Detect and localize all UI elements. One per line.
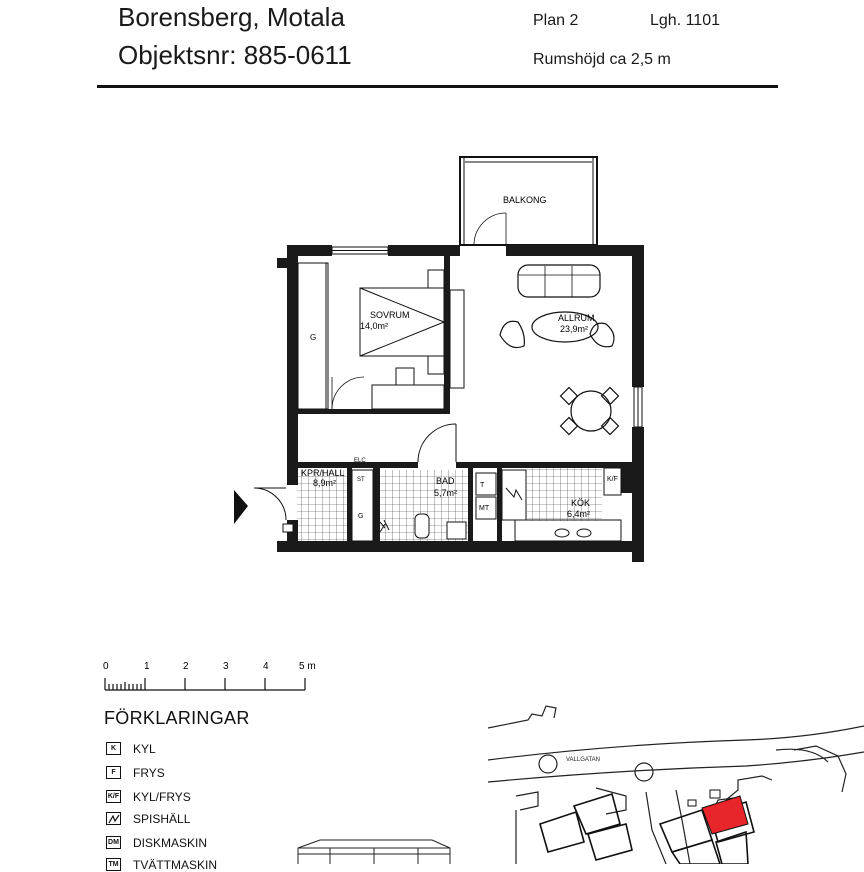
balcony-label: BALKONG bbox=[503, 195, 547, 205]
washer-mark: MT bbox=[479, 505, 490, 512]
kitchen-floor-tiles bbox=[527, 468, 602, 521]
fridge-freezer-mark: K/F bbox=[607, 476, 618, 483]
hob-symbol bbox=[106, 812, 121, 825]
address-title: Borensberg, Motala bbox=[118, 2, 345, 32]
legend-label: FRYS bbox=[133, 766, 165, 780]
electric-cabinet-mark: ELC bbox=[354, 458, 366, 464]
bedroom-label: SOVRUM bbox=[370, 310, 410, 320]
bath-label: BAD bbox=[436, 476, 455, 486]
kitchen-area: 6,4m² bbox=[567, 509, 591, 519]
windows bbox=[332, 247, 642, 427]
freezer-symbol: F bbox=[106, 766, 121, 779]
fridge-symbol: K bbox=[106, 742, 121, 755]
scale-bar bbox=[95, 656, 335, 696]
ceiling-height-label: Rumshöjd ca 2,5 m bbox=[533, 51, 671, 68]
storage-mark: ST bbox=[357, 477, 365, 483]
legend-label: KYL bbox=[133, 742, 156, 756]
scale-tick-label: 4 bbox=[263, 661, 269, 672]
legend-label: SPISHÄLL bbox=[133, 812, 191, 826]
scale-tick-label: 5 m bbox=[299, 661, 316, 672]
legend-title: FÖRKLARINGAR bbox=[104, 708, 250, 728]
fridge-freezer-symbol: K/F bbox=[106, 790, 121, 803]
tumble-dryer-mark: T bbox=[480, 482, 485, 489]
floor-label: Plan 2 bbox=[533, 12, 579, 29]
scale-tick-label: 1 bbox=[144, 661, 150, 672]
apartment-label: Lgh. 1101 bbox=[650, 12, 720, 29]
legend-label: DISKMASKIN bbox=[133, 836, 208, 850]
legend-label: KYL/FRYS bbox=[133, 790, 191, 804]
site-map bbox=[476, 700, 864, 864]
wardrobe-mark: G bbox=[310, 333, 317, 342]
street-label: VALLGATAN bbox=[566, 757, 601, 763]
elevation-sketch bbox=[290, 836, 460, 864]
living-room-fixtures bbox=[500, 265, 618, 434]
hall-label: KPR/HALL bbox=[301, 468, 345, 478]
dishwasher-symbol: DM bbox=[106, 836, 121, 849]
wardrobe-mark-hall: G bbox=[358, 513, 364, 520]
washing-machine-symbol: TM bbox=[106, 858, 121, 871]
kitchen-label: KÖK bbox=[571, 498, 591, 508]
legend-label: TVÄTTMASKIN bbox=[133, 858, 218, 872]
living-room-area: 23,9m² bbox=[560, 324, 589, 334]
entrance-arrow-icon bbox=[234, 490, 248, 524]
scale-tick-label: 0 bbox=[103, 661, 109, 672]
living-room-label: ALLRUM bbox=[558, 313, 595, 323]
bath-area: 5,7m² bbox=[434, 488, 458, 498]
scale-tick-label: 2 bbox=[183, 661, 189, 672]
hall-area: 8,9m² bbox=[313, 478, 337, 488]
scale-tick-label: 3 bbox=[223, 661, 229, 672]
hob-icon bbox=[108, 814, 120, 824]
bedroom-fixtures bbox=[298, 263, 464, 409]
object-number: Objektsnr: 885-0611 bbox=[118, 40, 352, 70]
bedroom-area: 14,0m² bbox=[360, 321, 389, 331]
